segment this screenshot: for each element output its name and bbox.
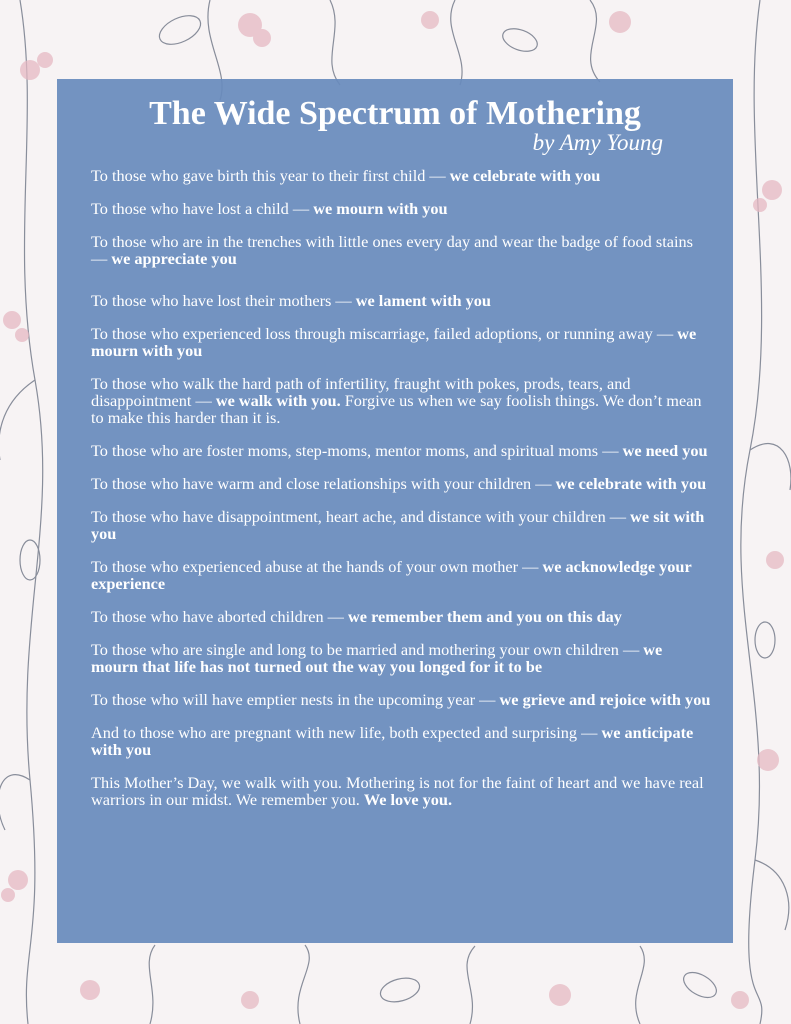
paragraph-8 xyxy=(91,475,711,492)
paragraph-lead: To those who are single and long to be married and mothering your own children — xyxy=(91,640,644,659)
paragraph-lead: To those who have warm and close relationships with your children — xyxy=(91,474,556,493)
paragraph-lead: To those who have lost a child — xyxy=(91,199,314,218)
paragraph-lead: To those who are foster moms, step-moms, mentor moms, and spiritual moms — xyxy=(91,441,623,460)
paragraph-6 xyxy=(91,375,711,426)
paragraph-emphasis: we remember them and you on this day xyxy=(348,607,622,626)
paragraph-3 xyxy=(91,233,711,267)
paragraph-emphasis: we sit with you xyxy=(91,507,705,543)
paragraph-10 xyxy=(91,558,711,592)
paragraph-lead: To those who have disappointment, heart ache, and distance with your children — xyxy=(91,507,631,526)
paragraph-lead: To those who have lost their mothers — xyxy=(91,291,356,310)
paragraph-tail: Forgive us when we say foolish things. We don’t mean to make this harder than it is. xyxy=(91,391,702,427)
paragraph-lead: And to those who are pregnant with new life, both expected and surprising — xyxy=(91,723,602,742)
paragraph-lead: To those who experienced loss through miscarriage, failed adoptions, or running away — xyxy=(91,324,678,343)
paragraph-emphasis: we walk with you. xyxy=(215,391,341,410)
paragraph-5 xyxy=(91,325,711,359)
paragraph-emphasis: we mourn that life has not turned out the way you longed for it to be xyxy=(91,640,663,676)
paragraph-emphasis: we need you xyxy=(622,441,708,460)
paragraph-lead: To those who walk the hard path of infertility, fraught with pokes, prods, tears, and disappointment — xyxy=(91,374,631,410)
paragraph-emphasis: we mourn with you xyxy=(91,324,697,360)
paragraph-emphasis: we anticipate with you xyxy=(91,723,694,759)
paragraph-lead: To those who experienced abuse at the hands of your own mother — xyxy=(91,557,543,576)
poem-panel xyxy=(57,79,733,943)
paragraph-15 xyxy=(91,774,711,808)
poem-body xyxy=(91,167,711,808)
paragraph-13 xyxy=(91,691,711,708)
paragraph-2 xyxy=(91,200,711,217)
paragraph-emphasis: we lament with you xyxy=(355,291,491,310)
paragraph-4 xyxy=(91,292,711,309)
paragraph-9 xyxy=(91,508,711,542)
paragraph-emphasis: we mourn with you xyxy=(313,199,448,218)
paragraph-emphasis: we celebrate with you xyxy=(555,474,707,493)
paragraph-14 xyxy=(91,724,711,758)
page-title: The Wide Spectrum of Mothering xyxy=(149,95,641,132)
paragraph-lead: To those who are in the trenches with little ones every day and wear the badge of food stains — xyxy=(91,232,693,268)
paragraph-1 xyxy=(91,167,711,184)
paragraph-lead: This Mother’s Day, we walk with you. Mothering is not for the faint of heart and we have real warriors in our midst. We remember you. xyxy=(91,773,704,809)
paragraph-emphasis: we appreciate you xyxy=(111,249,237,268)
author-byline: by Amy Young xyxy=(532,130,663,155)
paragraph-7 xyxy=(91,442,711,459)
paragraph-emphasis: we acknowledge your experience xyxy=(91,557,692,593)
paragraph-emphasis: We love you. xyxy=(363,790,453,809)
paragraph-lead: To those who will have emptier nests in the upcoming year — xyxy=(91,690,500,709)
paragraph-emphasis: we grieve and rejoice with you xyxy=(499,690,711,709)
paragraph-emphasis: we celebrate with you xyxy=(449,166,601,185)
paragraph-12 xyxy=(91,641,711,675)
paragraph-lead: To those who have aborted children — xyxy=(91,607,349,626)
paragraph-11 xyxy=(91,608,711,625)
paragraph-lead: To those who gave birth this year to their first child — xyxy=(91,166,450,185)
